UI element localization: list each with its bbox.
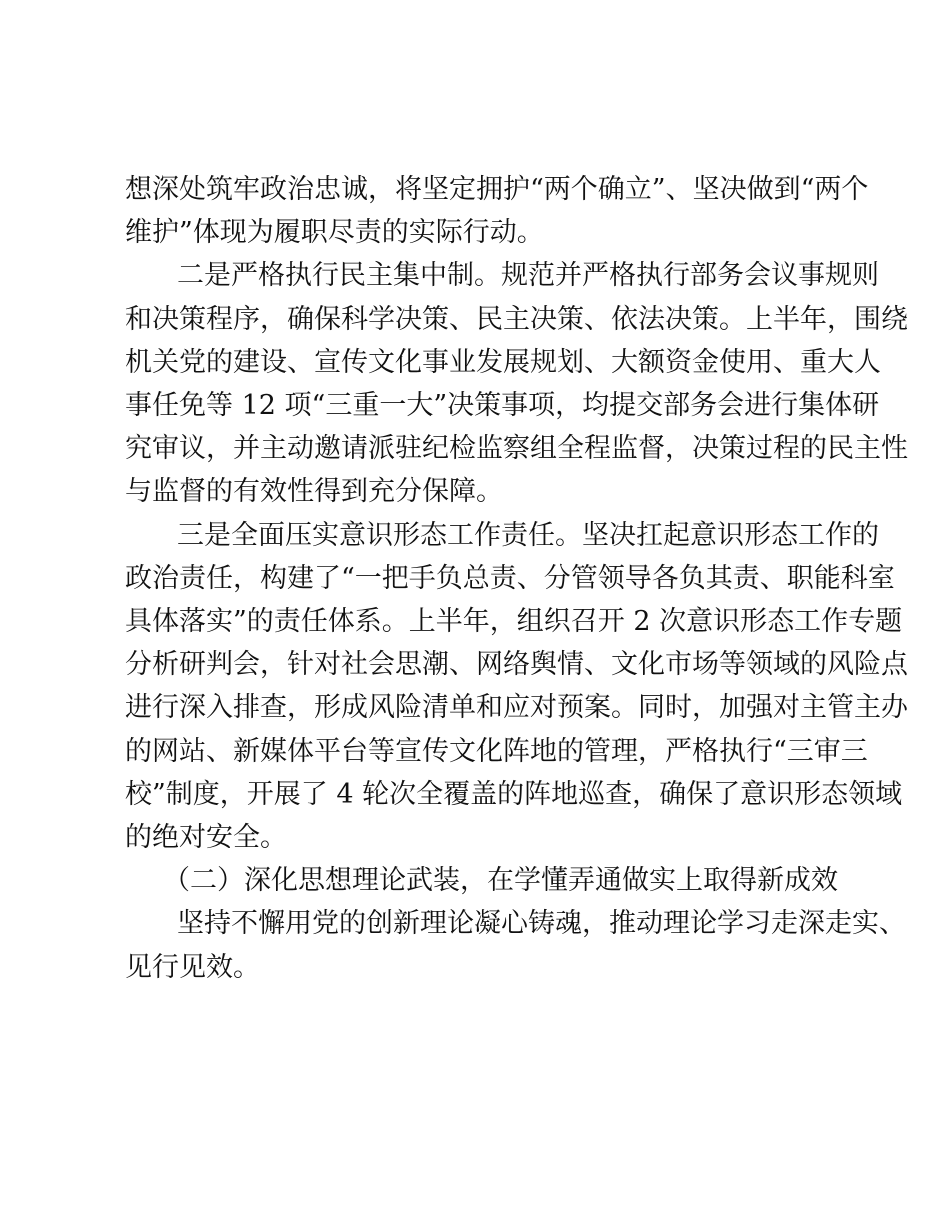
text-line: 维护”体现为履职尽责的实际行动。 <box>125 217 544 248</box>
text-line: 坚持不懈用党的创新理论凝心铸魂，推动理论学习走深走实、 <box>177 908 906 939</box>
paragraph-heading-line: 三是全面压实意识形态工作责任。坚决扛起意识形态工作的 <box>177 520 879 551</box>
text-line: 具体落实”的责任体系。上半年，组织召开 2 次意识形态工作专题 <box>125 606 903 637</box>
text-line: 和决策程序，确保科学决策、民主决策、依法决策。上半年，围绕 <box>125 304 908 335</box>
text-line: 的绝对安全。 <box>125 822 287 853</box>
text-line: 的网站、新媒体平台等宣传文化阵地的管理，严格执行“三审三 <box>125 736 868 767</box>
text-line: 与监督的有效性得到充分保障。 <box>125 476 503 507</box>
text-line: 究审议，并主动邀请派驻纪检监察组全程监督，决策过程的民主性 <box>125 433 908 464</box>
text-line: 校”制度，开展了 4 轮次全覆盖的阵地巡查，确保了意识形态领域 <box>125 779 903 810</box>
text-line: 机关党的建设、宣传文化事业发展规划、大额资金使用、重大人 <box>125 347 881 378</box>
text-line: 想深处筑牢政治忠诚，将坚定拥护“两个确立”、坚决做到“两个 <box>125 174 869 205</box>
text-line: 事任免等 12 项“三重一大”决策事项，均提交部务会进行集体研 <box>125 390 880 421</box>
section-heading: （二）深化思想理论武装，在学懂弄通做实上取得新成效 <box>163 865 838 896</box>
paragraph-heading-line: 二是严格执行民主集中制。规范并严格执行部务会议事规则 <box>177 260 879 291</box>
text-line: 见行见效。 <box>125 952 260 983</box>
text-line: 进行深入排查，形成风险清单和应对预案。同时，加强对主管主办 <box>125 692 908 723</box>
text-line: 政治责任，构建了“一把手负总责、分管领导各负其责、职能科室 <box>125 563 895 594</box>
text-line: 分析研判会，针对社会思潮、网络舆情、文化市场等领域的风险点 <box>125 649 908 680</box>
